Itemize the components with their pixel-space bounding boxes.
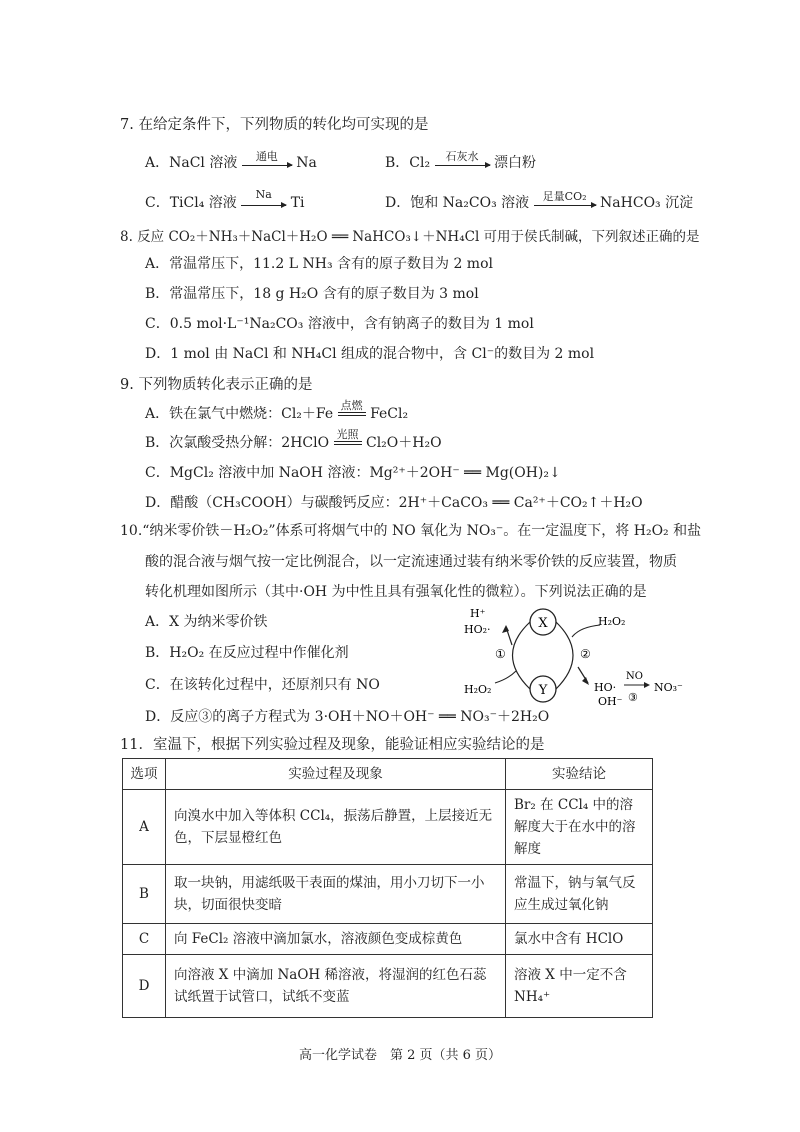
reaction-arrow [435,149,490,164]
row-option: C [123,924,166,955]
table-row [123,865,653,924]
q9-a-pre: A．铁在氯气中燃烧：Cl₂＋Fe [145,406,334,422]
h2o2-right-in [572,625,600,637]
ho-label: HO· [594,681,617,694]
equals-condition [338,399,366,416]
q9-stem: 9. 下列物质转化表示正确的是 [120,377,313,393]
q7-b-label: B．Cl₂ [385,155,431,171]
reaction-arrow [242,149,292,164]
row-conclusion: 常温下，钠与氧气反应生成过氧化钠 [506,865,653,924]
step3-label: ③ [628,691,638,704]
page-footer: 高一化学试卷 第 2 页（共 6 页） [298,1048,502,1063]
header-conclusion: 实验结论 [506,759,653,790]
q9-a-post: FeCl₂ [370,406,409,422]
header-procedure: 实验过程及现象 [166,759,506,790]
q7-c-product: Ti [290,195,305,211]
arrow-condition: 点燃 [340,399,363,412]
h2o2-left-label: H₂O₂ [464,683,492,696]
q10-stem-line3: 转化机理如图所示（其中·OH 为中性且具有强氧化性的微粒）。下列说法正确的是 [145,584,647,600]
q7-option-d [385,189,694,212]
q8-stem: 8. 反应 CO₂＋NH₃＋NaCl＋H₂O ══ NaHCO₃↓＋NH₄Cl 可用于侯氏制碱，下列叙述正确的是 [120,229,700,245]
cycle-arc-right [556,622,573,689]
oh-minus-label: OH⁻ [598,695,623,708]
experiment-table [122,758,653,1018]
arrow-condition: 通电 [255,149,278,163]
q7-option-a [145,149,317,172]
q7-d-product: NaHCO₃ 沉淀 [600,195,694,211]
h-plus-label: H⁺ [470,607,486,620]
q10-stem-line2: 酸的混合液与烟气按一定比例混合，以一定流速通过装有纳米零价铁的反应装置，物质 [145,554,677,570]
table-header-row [123,759,653,790]
x-label: X [538,616,548,631]
q10-stem-line1: 10.“纳米零价铁－H₂O₂”体系可将烟气中的 NO 氧化为 NO₃⁻。在一定温度下，将 H₂O₂ 和盐 [120,523,702,539]
header-option: 选项 [123,759,166,790]
cycle-arc-left [513,622,531,689]
q9-option-c: C．MgCl₂ 溶液中加 NaOH 溶液：Mg²⁺＋2OH⁻ ══ Mg(OH)₂↓ [145,465,561,481]
q7-c-label: C．TiCl₄ 溶液 [145,195,237,211]
q8-option-b: B．常温常压下，18 g H₂O 含有的原子数目为 3 mol [145,286,479,302]
row-procedure: 取一块钠，用滤纸吸干表面的煤油，用小刀切下一小块，切面很快变暗 [166,865,506,924]
q7-a-label: A．NaCl 溶液 [145,155,238,171]
q11-stem: 11．室温下，根据下列实验过程及现象，能验证相应实验结论的是 [120,737,545,753]
q8-option-d: D．1 mol 由 NaCl 和 NH₄Cl 组成的混合物中，含 Cl⁻的数目为 2 mol [145,346,595,362]
h2o2-left-in [495,671,516,683]
row-procedure: 向溶液 X 中滴加 NaOH 稀溶液，将湿润的红色石蕊试纸置于试管口，试纸不变蓝 [166,955,506,1018]
table-row [123,924,653,955]
table-row [123,790,653,865]
row-procedure: 向 FeCl₂ 溶液中滴加氯水，溶液颜色变成棕黄色 [166,924,506,955]
row-conclusion: Br₂ 在 CCl₄ 中的溶解度大于在水中的溶解度 [506,790,653,865]
row-option: A [123,790,166,865]
q10-option-c: C．在该转化过程中，还原剂只有 NO [145,677,380,693]
reaction-arrow [241,187,286,204]
reaction-arrow [534,189,596,204]
q7-b-product: 漂白粉 [494,155,536,171]
arrow-condition: 光照 [336,428,359,441]
q8-option-c: C．0.5 mol·L⁻¹Na₂CO₃ 溶液中，含有钠离子的数目为 1 mol [145,316,534,332]
q10-option-a: A．X 为纳米零价铁 [145,614,268,630]
step2-label: ② [580,647,591,661]
q9-b-pre: B．次氯酸受热分解：2HClO [145,435,330,451]
arrow-condition: 足量CO₂ [542,189,587,203]
q7-a-product: Na [296,155,317,171]
mechanism-diagram [440,605,700,724]
arrow-condition: 石灰水 [445,149,479,163]
q7-option-c [145,187,305,212]
q9-option-b [145,428,442,452]
equals-condition [334,428,362,445]
ho2-label: HO₂· [464,623,491,636]
q10-option-b: B．H₂O₂ 在反应过程中作催化剂 [145,645,349,661]
step1-label: ① [495,647,506,661]
table-row [123,955,653,1018]
row-option: B [123,865,166,924]
row-conclusion: 溶液 X 中一定不含 NH₄⁺ [506,955,653,1018]
q8-option-a: A．常温常压下，11.2 L NH₃ 含有的原子数目为 2 mol [145,256,493,272]
q9-option-a [145,399,409,423]
no-label: NO [626,671,643,682]
q10-option-d: D．反应③的离子方程式为 3·OH＋NO＋OH⁻ ══ NO₃⁻＋2H₂O [145,709,550,725]
row-option: D [123,955,166,1018]
q9-option-d: D．醋酸（CH₃COOH）与碳酸钙反应：2H⁺＋CaCO₃ ══ Ca²⁺＋CO₂↑＋H₂O [145,495,643,511]
row-procedure: 向溴水中加入等体积 CCl₄，振荡后静置，上层接近无色，下层显橙红色 [166,790,506,865]
y-label: Y [538,683,548,698]
row-conclusion: 氯水中含有 HClO [506,924,653,955]
q9-b-post: Cl₂O＋H₂O [365,435,442,451]
h2o2-right-label: H₂O₂ [598,615,626,628]
arrow-condition: Na [255,187,272,201]
no3-label: NO₃⁻ [654,681,683,694]
q7-stem: 7. 在给定条件下，下列物质的转化均可实现的是 [120,117,429,133]
q7-option-b [385,149,536,172]
q7-d-label: D．饱和 Na₂CO₃ 溶液 [385,195,530,211]
